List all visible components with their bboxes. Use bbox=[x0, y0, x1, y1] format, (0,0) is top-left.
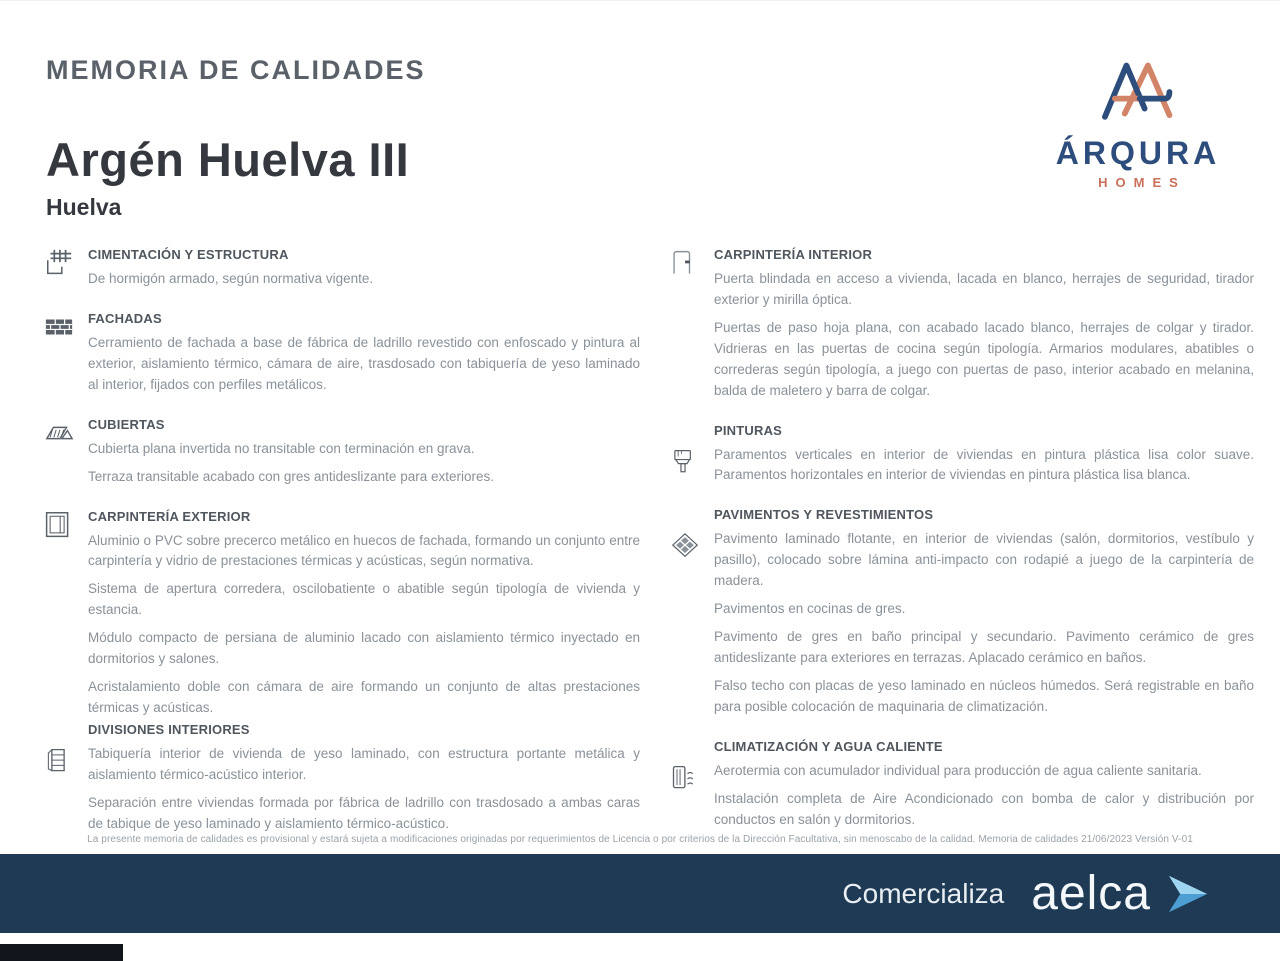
section-pavimentos-y-revestimientos bbox=[670, 507, 1254, 717]
section-climatizacion-y-agua-caliente bbox=[670, 739, 1254, 831]
section-paragraph: Aluminio o PVC sobre precerco metálico en huecos de fachada, formando un conjunto entre carpintería y vidrio de prestaciones térmicas y acústicas, según normativa. bbox=[88, 532, 640, 569]
brand-name: ÁRQURA bbox=[1055, 135, 1221, 171]
comercializa-label: Comercializa bbox=[842, 877, 1005, 909]
roof-icon bbox=[44, 418, 88, 448]
section-paragraph: Terraza transitable acabado con gres antideslizante para exteriores. bbox=[88, 468, 494, 484]
section-paragraph: Acristalamiento doble con cámara de aire formando un conjunto de altas prestaciones térmicas y acústicas. bbox=[88, 679, 640, 715]
section-paragraph: Tabiquería interior de vivienda de yeso laminado, con estructura portante metálica y aislamiento térmico-acústico interior. bbox=[88, 745, 640, 782]
section-paragraph: Instalación completa de Aire Acondicionado con bomba de calor y distribución por conductos en salón y dormitorios. bbox=[714, 790, 1254, 827]
page-subtitle: Huelva bbox=[46, 194, 122, 220]
doc-label: MEMORIA DE CALIDADES bbox=[46, 55, 426, 85]
section-paragraph: Pavimento laminado flotante, en interior de viviendas (salón, dormitorios, vestíbulo y pasillo), colocado sobre lámina anti-impacto con rodapié a juego de la carpintería de madera. bbox=[714, 531, 1254, 589]
aelca-brand: aelca bbox=[1031, 866, 1151, 920]
section-carpinteria-exterior bbox=[44, 509, 640, 719]
paintbrush-icon bbox=[670, 447, 714, 477]
section-paragraph: Pavimento de gres en baño principal y secundario. Pavimento cerámico de gres antideslizante para exteriores en terrazas. Aplacado cerámico en baños. bbox=[714, 629, 1254, 665]
footer-bar bbox=[0, 854, 1280, 933]
section-title: FACHADAS bbox=[88, 310, 162, 326]
structure-grid-icon bbox=[44, 248, 88, 278]
section-paragraph: Cubierta plana invertida no transitable con terminación en grava. bbox=[88, 440, 475, 456]
header-titles bbox=[46, 55, 426, 221]
floor-tile-icon bbox=[670, 531, 714, 561]
partition-icon bbox=[44, 746, 88, 776]
arqura-interlocked-aa-icon bbox=[1030, 57, 1246, 127]
section-divisiones-interiores bbox=[44, 722, 640, 835]
section-paragraph: De hormigón armado, según normativa vigente. bbox=[88, 271, 374, 286]
section-paragraph: Módulo compacto de persiana de aluminio lacado con aislamiento térmico inyectado en dormitorios y salones. bbox=[88, 630, 640, 667]
section-cubiertas bbox=[44, 417, 640, 488]
window-icon bbox=[44, 510, 88, 540]
section-paragraph: Falso techo con placas de yeso laminado en núcleos húmedos. Será registrable en baño para posible colocación de maquinaria de climatización. bbox=[714, 677, 1254, 714]
section-title: CIMENTACIÓN Y ESTRUCTURA bbox=[88, 247, 289, 262]
section-paragraph: Separación entre viviendas formada por fábrica de ladrillo con trasdosado a ambas caras de tabique de yeso laminado y aislamiento térmico-acústico. bbox=[88, 794, 640, 831]
section-paragraph: Paramentos verticales en interior de viviendas en pintura plástica lisa color suave. Paramentos horizontales en interior de viviendas en pintura plástica lisa blanca. bbox=[714, 446, 1254, 483]
section-title: CARPINTERÍA INTERIOR bbox=[714, 247, 873, 262]
section-paragraph: Pavimentos en cocinas de gres. bbox=[714, 601, 906, 617]
section-paragraph: Puerta blindada en acceso a vivienda, lacada en blanco, herrajes de seguridad, tirador exterior y mirilla óptica. bbox=[714, 271, 1254, 307]
section-title: CUBIERTAS bbox=[88, 416, 165, 432]
section-cimentacion-y-estructura bbox=[44, 247, 640, 290]
brand-tagline: HOMES bbox=[1098, 175, 1186, 190]
section-title: PINTURAS bbox=[714, 422, 783, 438]
section-title: CLIMATIZACIÓN Y AGUA CALIENTE bbox=[714, 738, 943, 754]
right-column bbox=[670, 247, 1254, 856]
heat-pump-icon bbox=[670, 763, 714, 793]
section-pinturas bbox=[670, 423, 1254, 487]
door-icon bbox=[670, 248, 714, 278]
corner-strip bbox=[0, 944, 123, 961]
section-title: PAVIMENTOS Y REVESTIMIENTOS bbox=[714, 507, 934, 523]
section-title: CARPINTERÍA EXTERIOR bbox=[88, 508, 251, 524]
section-fachadas bbox=[44, 311, 640, 396]
arqura-logo bbox=[1030, 57, 1246, 221]
spec-columns bbox=[0, 221, 1280, 856]
section-paragraph: Sistema de apertura corredera, oscilobatiente o abatible según tipología de vivienda y estancia. bbox=[88, 581, 640, 618]
section-title: DIVISIONES INTERIORES bbox=[88, 721, 250, 737]
left-column bbox=[44, 247, 640, 856]
header bbox=[0, 1, 1280, 221]
section-paragraph: Cerramiento de fachada a base de fábrica de ladrillo revestido con enfoscado y pintura al exterior, aislamiento térmico, cámara de aire, trasdosado con tabiquería de yeso laminado al interior, fijados con perfiles metálicos. bbox=[88, 334, 640, 392]
disclaimer-footnote: La presente memoria de calidades es provisional y estará sujeta a modificaciones originadas por requerimientos de Licencia o por criterios de la Dirección Facultativa, sin menoscabo de la calidad. Memoria de calidades 21/06/2023 Versión V-01 bbox=[87, 834, 1193, 845]
section-paragraph: Aerotermia con acumulador individual para producción de agua caliente sanitaria. bbox=[714, 762, 1202, 778]
brick-wall-icon bbox=[44, 312, 88, 342]
page-title: Argén Huelva III bbox=[46, 133, 410, 186]
play-arrow-icon bbox=[1166, 874, 1210, 914]
section-paragraph: Puertas de paso hoja plana, con acabado lacado blanco, herrajes de colgar y tirador. Vidrieras en las puertas de cocina según tipología. Armarios modulares, abatibles o correderas según tipología, a juego con puertas de paso, interior acabado en melanina, balda de maletero y barra de colgar. bbox=[714, 319, 1254, 398]
section-carpinteria-interior bbox=[670, 247, 1254, 402]
